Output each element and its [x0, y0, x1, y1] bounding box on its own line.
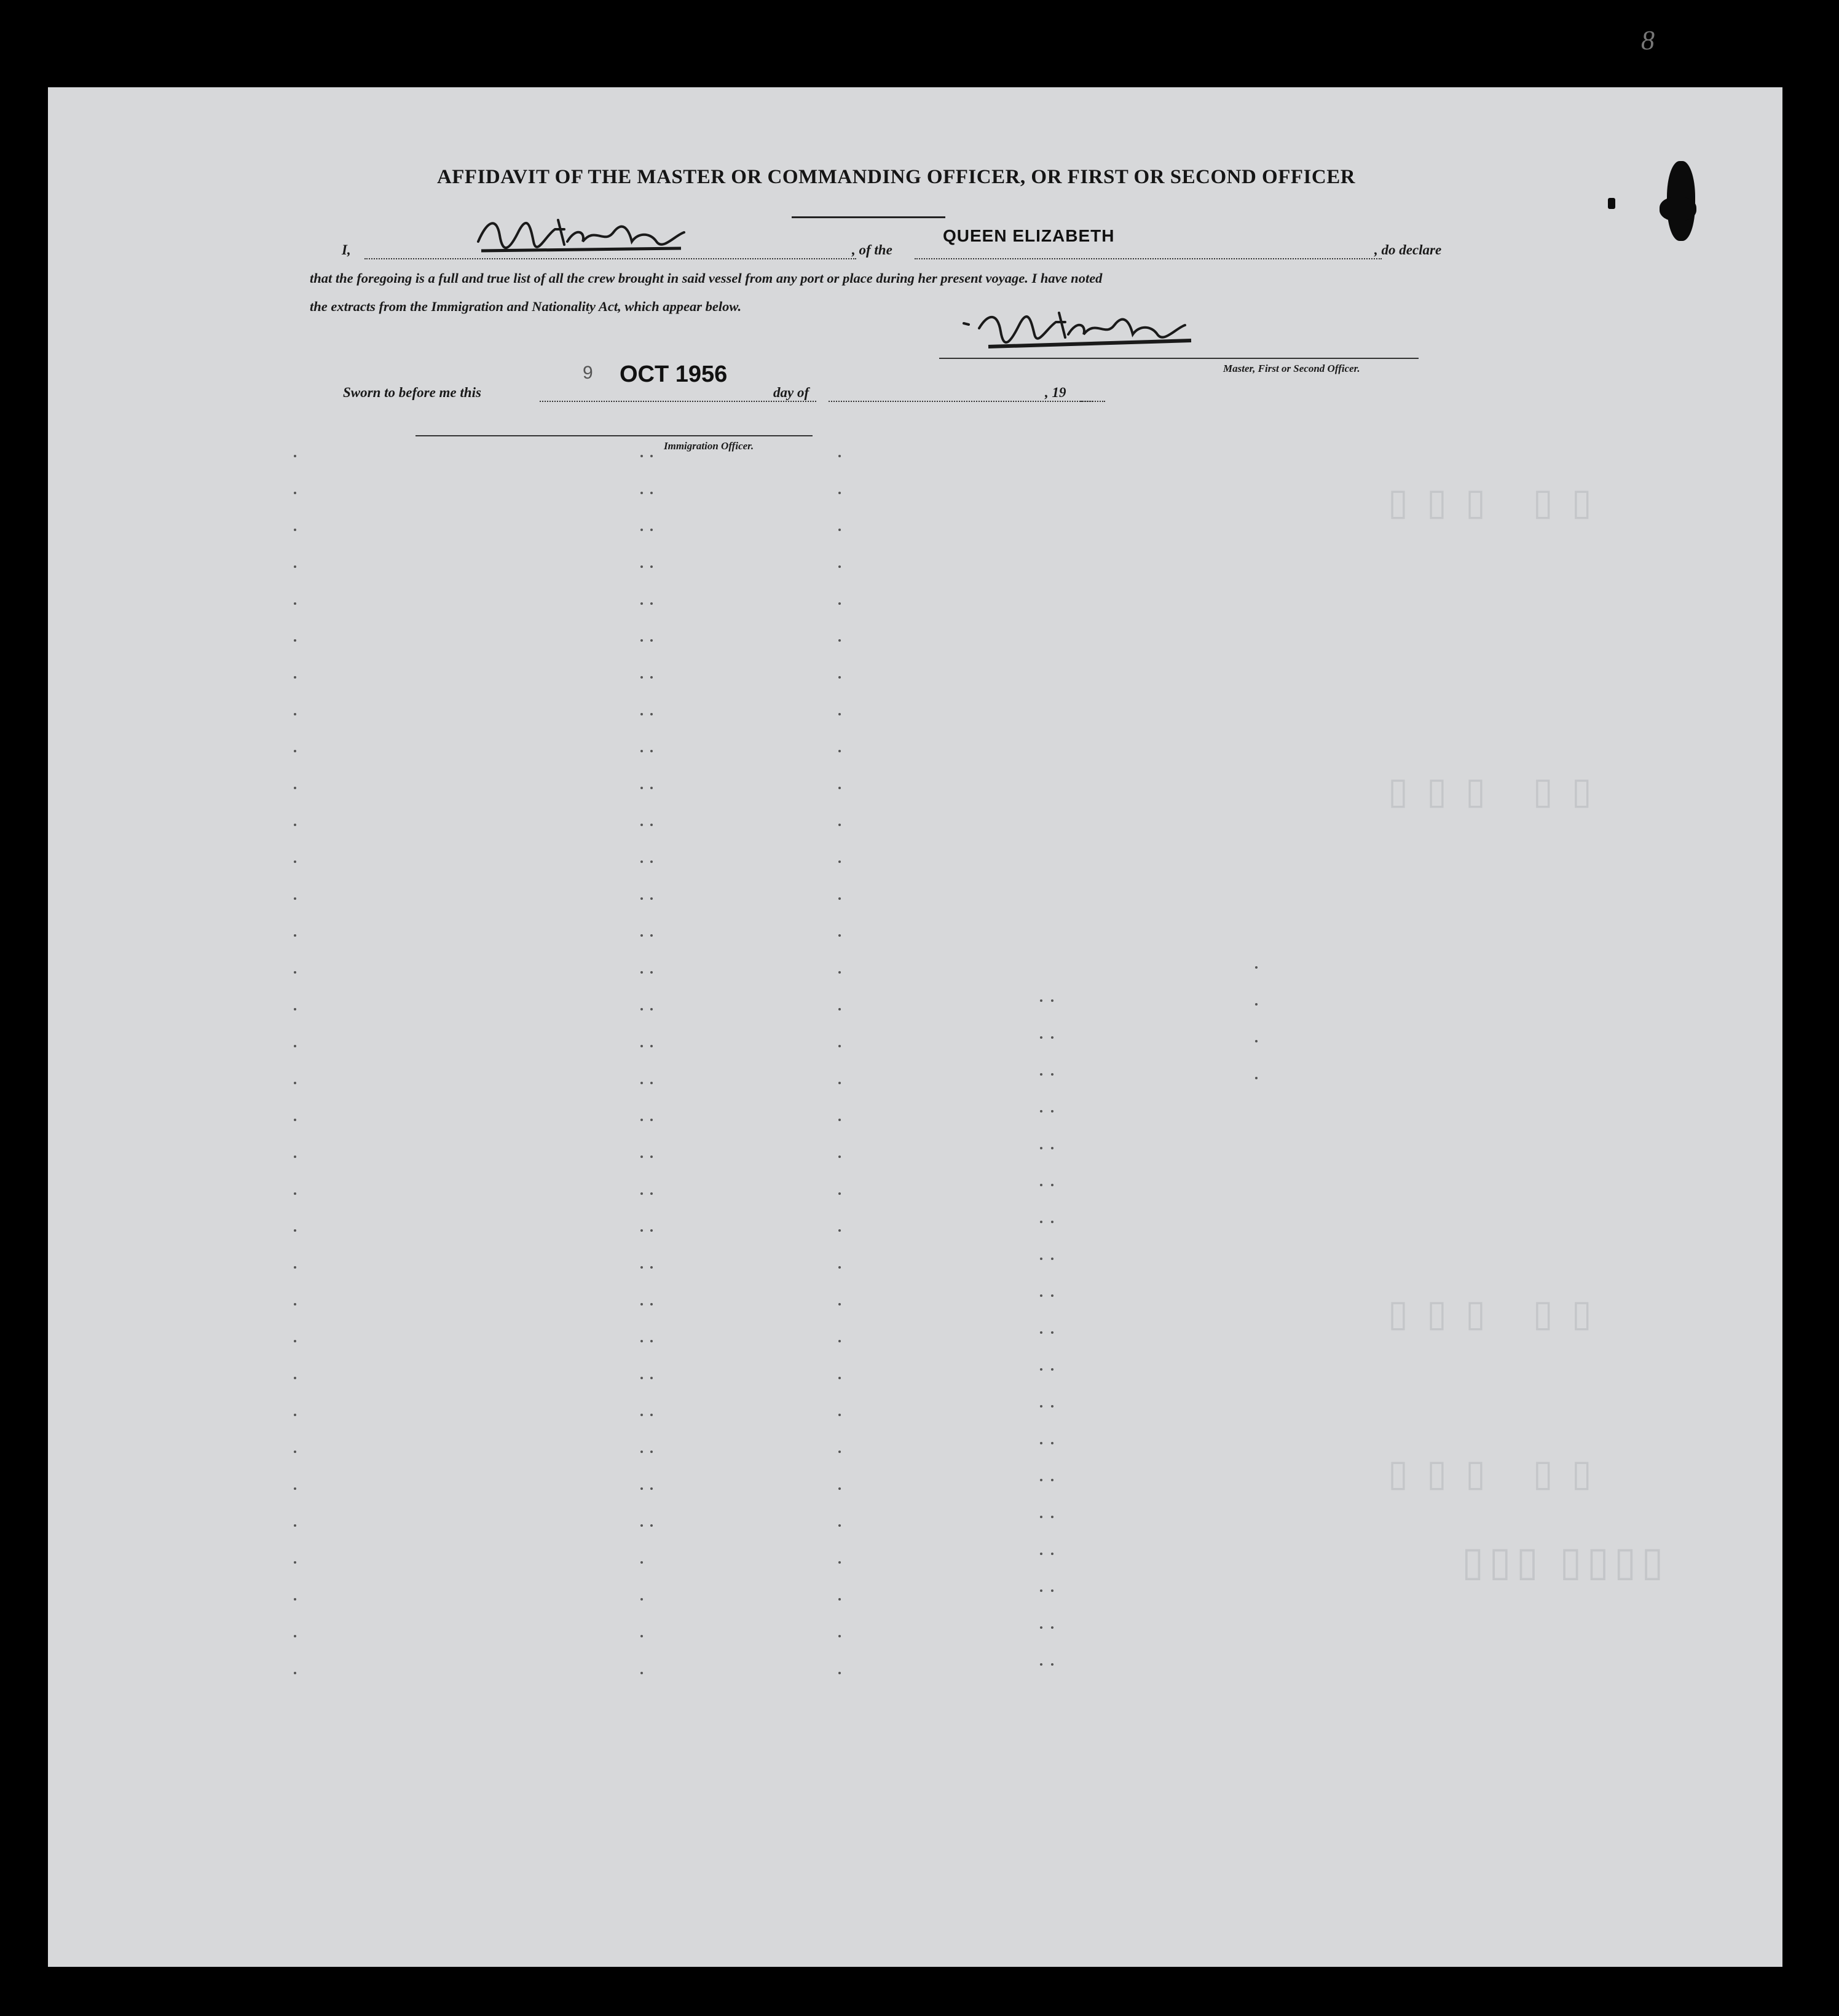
sworn-text: Sworn to before me this [343, 385, 481, 400]
immigration-officer-caption: Immigration Officer. [664, 440, 754, 452]
ink-smudge [1660, 197, 1696, 221]
master-signature [472, 208, 693, 263]
column-dots [838, 455, 841, 1709]
column-dots [640, 455, 643, 1709]
ink-mark [1608, 198, 1615, 209]
page-number-mark: 8 [1641, 25, 1655, 55]
do-declare-text: , do declare [1374, 242, 1442, 258]
column-dots [650, 455, 653, 1561]
title-underline [792, 216, 945, 218]
column-dots [294, 455, 296, 1709]
year-blank-line [1081, 401, 1105, 402]
bleed-through: ▯▯▯ ▯▯ [1388, 481, 1610, 522]
column-dots [1255, 966, 1258, 1114]
column-dots [1051, 999, 1053, 1700]
bleed-through: ▯▯▯ ▯▯▯▯ [1462, 1538, 1669, 1584]
officer-signature [951, 304, 1210, 359]
year-prefix-text: , 19 [1045, 385, 1066, 400]
sworn-blank-line [540, 401, 816, 402]
signature-line [939, 358, 1419, 359]
document-page [48, 87, 1782, 1967]
month-blank-line [829, 401, 1093, 402]
date-stamp: OCT 1956 [620, 361, 728, 387]
vessel-name-stamp: QUEEN ELIZABETH [943, 226, 1115, 245]
bleed-through: ▯▯▯ ▯▯ [1388, 770, 1610, 811]
prefix-i: I, [342, 242, 351, 258]
declaration-line-2: the extracts from the Immigration and Nationality Act, which appear below. [310, 299, 742, 314]
bleed-through: ▯▯▯ ▯▯ [1388, 1452, 1610, 1494]
of-the-text: , of the [852, 242, 892, 258]
date-stamp-day: 9 [583, 363, 594, 383]
affidavit-title: AFFIDAVIT OF THE MASTER OR COMMANDING OFFICER, OR FIRST OR SECOND OFFICER [436, 166, 1356, 188]
column-dots [1040, 999, 1042, 1700]
bleed-through: ▯▯▯ ▯▯ [1388, 1293, 1610, 1334]
signature-caption: Master, First or Second Officer. [1223, 363, 1360, 374]
declaration-line-1: that the foregoing is a full and true list of all the crew brought in said vessel from any port or place during her present voyage. I have noted [310, 270, 1103, 286]
day-of-text: day of [773, 385, 809, 400]
immigration-officer-line [415, 435, 813, 436]
vessel-blank-line [915, 258, 1382, 259]
